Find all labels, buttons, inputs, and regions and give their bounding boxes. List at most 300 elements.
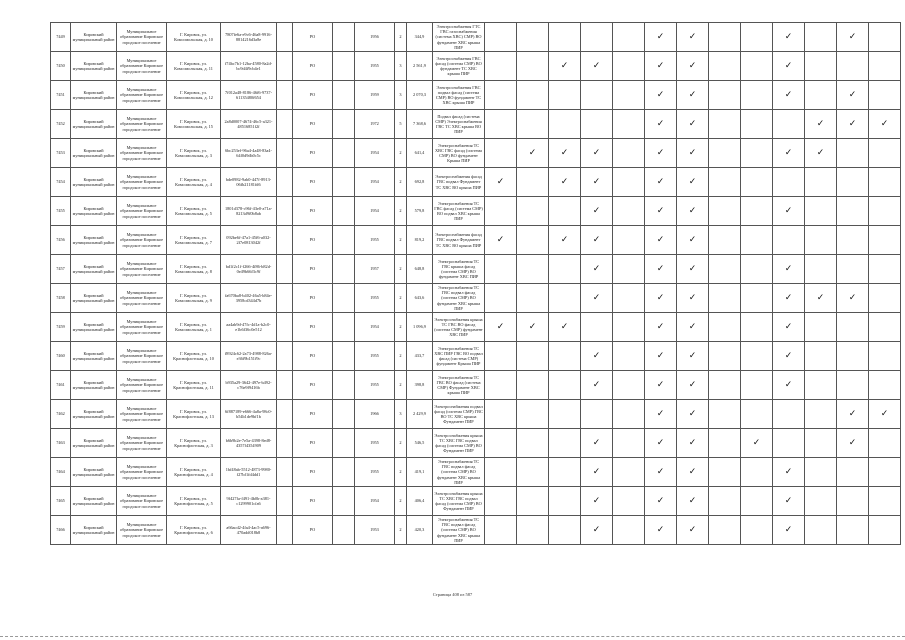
district-cell: Кировский муниципальный район: [71, 342, 117, 371]
work-flag-cell: [773, 226, 805, 255]
work-flag-cell: [485, 197, 517, 226]
work-flag-cell: [485, 168, 517, 197]
building-id-cell: a66acd2-4fa4-4ac5-a696-470add018b8: [221, 516, 277, 545]
work-types-cell: Электроснабжения ГВС подвал фасад (система СМР) ВО фундамент ТС ХВС крыша ПИР: [433, 81, 485, 110]
work-flag-cell: [837, 81, 869, 110]
checkmark-icon: ✓: [784, 292, 793, 303]
ownership-form-cell: РО: [293, 487, 333, 516]
building-id-cell: aa4ab9d-47fc-4d1a-b2c0-e1b6f36c0e512: [221, 313, 277, 342]
district-cell: Кировский муниципальный район: [71, 52, 117, 81]
work-flag-cell: [549, 342, 581, 371]
work-flag-cell: [517, 400, 549, 429]
checkmark-icon: ✓: [848, 437, 857, 448]
empty-cell: [277, 371, 293, 400]
row-number-cell: 7455: [51, 197, 71, 226]
empty-cell: [277, 110, 293, 139]
checkmark-icon: ✓: [592, 524, 601, 535]
work-flag-cell: [613, 516, 645, 545]
work-flag-cell: [741, 168, 773, 197]
work-flag-cell: [869, 139, 901, 168]
row-number-cell: 7461: [51, 371, 71, 400]
empty-cell: [277, 458, 293, 487]
address-cell: Г. Кировск, ул. Комсомольская, д. 10: [167, 23, 221, 52]
work-flag-cell: [613, 23, 645, 52]
work-types-cell: Электроснабжения ГТС ГВС газоснабжения (система ХВС) СМР) ВО фундамент ХВС крыша ПИР: [433, 23, 485, 52]
work-flag-cell: [837, 371, 869, 400]
work-flag-cell: [581, 458, 613, 487]
work-flag-cell: [613, 197, 645, 226]
work-flag-cell: [805, 255, 837, 284]
work-flag-cell: [773, 52, 805, 81]
work-flag-cell: [709, 81, 741, 110]
floors-cell: 2: [395, 516, 407, 545]
work-flag-cell: [677, 429, 709, 458]
work-flag-cell: [613, 284, 645, 313]
work-types-cell: Электроснабжения фасад ГВС подвал Фундамент ТС ХВС ВО крыша ПИР: [433, 226, 485, 255]
building-id-cell: 6bc253ef-96a4-4a48-83a4-64f0d9db0c5c: [221, 139, 277, 168]
work-flag-cell: [485, 255, 517, 284]
area-value-cell: 2 561,9: [407, 52, 433, 81]
build-year-cell: 1955: [355, 52, 395, 81]
work-flag-cell: [837, 139, 869, 168]
empty-cell: [333, 400, 355, 429]
ownership-form-cell: РО: [293, 110, 333, 139]
table-row: [51, 139, 901, 168]
table-row: [51, 197, 901, 226]
work-types-cell: Электроснабжения ТС ГВС крыша фасад (система СМР) ВО фундамент ХВС ПИР: [433, 255, 485, 284]
work-types-cell: Электроснабжения ТС ГВС подвал фасад (система СМР) ВО фундамент ХВС крыша ПИР: [433, 284, 485, 313]
floors-cell: 2: [395, 313, 407, 342]
checkmark-icon: ✓: [592, 263, 601, 274]
work-flag-cell: [805, 371, 837, 400]
empty-cell: [333, 429, 355, 458]
municipality-cell: Муниципальное образование Кировское городское поселение: [117, 400, 167, 429]
work-flag-cell: [709, 342, 741, 371]
work-flag-cell: [709, 284, 741, 313]
work-flag-cell: [741, 371, 773, 400]
work-flag-cell: [677, 226, 709, 255]
work-flag-cell: [709, 226, 741, 255]
district-cell: Кировский муниципальный район: [71, 226, 117, 255]
address-cell: Г. Кировск, ул. Краснофлотская, д. 4: [167, 458, 221, 487]
area-value-cell: 7 368,6: [407, 110, 433, 139]
district-cell: Кировский муниципальный район: [71, 516, 117, 545]
work-flag-cell: [613, 139, 645, 168]
work-flag-cell: [645, 23, 677, 52]
work-flag-cell: [709, 458, 741, 487]
municipality-cell: Муниципальное образование Кировское городское поселение: [117, 23, 167, 52]
work-flag-cell: [741, 400, 773, 429]
checkmark-icon: ✓: [560, 321, 569, 332]
area-value-cell: 641,4: [407, 139, 433, 168]
row-number-cell: 7466: [51, 516, 71, 545]
row-number-cell: 7453: [51, 139, 71, 168]
ownership-form-cell: РО: [293, 226, 333, 255]
checkmark-icon: ✓: [656, 437, 665, 448]
work-flag-cell: [741, 23, 773, 52]
empty-cell: [277, 487, 293, 516]
work-flag-cell: [485, 313, 517, 342]
work-flag-cell: [869, 400, 901, 429]
checkmark-icon: ✓: [656, 234, 665, 245]
work-flag-cell: [581, 226, 613, 255]
checkmark-icon: ✓: [560, 60, 569, 71]
checkmark-icon: ✓: [784, 89, 793, 100]
address-cell: Г. Кировск, ул. Комсомольская, д. 3: [167, 139, 221, 168]
work-flag-cell: [581, 371, 613, 400]
empty-cell: [277, 81, 293, 110]
checkmark-icon: ✓: [688, 89, 697, 100]
work-flag-cell: [805, 284, 837, 313]
work-flag-cell: [773, 139, 805, 168]
table-row: [51, 342, 901, 371]
work-flag-cell: [837, 284, 869, 313]
municipality-cell: Муниципальное образование Кировское городское поселение: [117, 487, 167, 516]
work-types-cell: Электроснабжения ТС ХВС ПИР ГВС ВО подвал фасад (система СМР) фундамент Крыша ПИР: [433, 342, 485, 371]
floors-cell: 2: [395, 197, 407, 226]
checkmark-icon: ✓: [560, 147, 569, 158]
work-flag-cell: [645, 429, 677, 458]
ownership-form-cell: РО: [293, 458, 333, 487]
area-value-cell: 692,8: [407, 168, 433, 197]
empty-cell: [277, 226, 293, 255]
empty-cell: [277, 255, 293, 284]
checkmark-icon: ✓: [688, 466, 697, 477]
address-cell: Г. Кировск, ул. Комсомольская, д. 5: [167, 197, 221, 226]
district-cell: Кировский муниципальный район: [71, 313, 117, 342]
work-flag-cell: [773, 255, 805, 284]
work-flag-cell: [645, 487, 677, 516]
municipality-cell: Муниципальное образование Кировское городское поселение: [117, 371, 167, 400]
work-types-cell: Электроснабжения ТС ГВС фасад (система СМР) ВО подвал ХВС крыша ПИР: [433, 197, 485, 226]
table-row: [51, 371, 901, 400]
work-flag-cell: [677, 168, 709, 197]
checkmark-icon: ✓: [784, 263, 793, 274]
work-flag-cell: [581, 516, 613, 545]
empty-cell: [333, 284, 355, 313]
empty-cell: [333, 342, 355, 371]
area-value-cell: 819,2: [407, 226, 433, 255]
work-flag-cell: [805, 139, 837, 168]
checkmark-icon: ✓: [656, 89, 665, 100]
work-types-cell: Электроснабжения подвал фасад (система СМР) ГВС ВО ТС ХВС крыша Фундамент ПИР: [433, 400, 485, 429]
work-flag-cell: [709, 110, 741, 139]
table-row: [51, 313, 901, 342]
work-flag-cell: [869, 226, 901, 255]
build-year-cell: 1954: [355, 313, 395, 342]
area-value-cell: 398,8: [407, 371, 433, 400]
work-flag-cell: [741, 81, 773, 110]
municipality-cell: Муниципальное образование Кировское городское поселение: [117, 110, 167, 139]
work-flag-cell: [645, 255, 677, 284]
empty-cell: [333, 313, 355, 342]
checkmark-icon: ✓: [688, 263, 697, 274]
work-flag-cell: [517, 52, 549, 81]
build-year-cell: 1955: [355, 342, 395, 371]
work-flag-cell: [517, 23, 549, 52]
work-flag-cell: [677, 342, 709, 371]
work-flag-cell: [581, 487, 613, 516]
checkmark-icon: ✓: [656, 118, 665, 129]
address-cell: Г. Кировск, ул. Комсомольская, д. 15: [167, 110, 221, 139]
district-cell: Кировский муниципальный район: [71, 429, 117, 458]
work-flag-cell: [773, 81, 805, 110]
work-flag-cell: [869, 284, 901, 313]
work-flag-cell: [613, 168, 645, 197]
municipality-cell: Муниципальное образование Кировское городское поселение: [117, 313, 167, 342]
work-flag-cell: [581, 52, 613, 81]
ownership-form-cell: РО: [293, 81, 333, 110]
work-flag-cell: [805, 110, 837, 139]
work-flag-cell: [837, 197, 869, 226]
checkmark-icon: ✓: [592, 147, 601, 158]
floors-cell: 2: [395, 458, 407, 487]
district-cell: Кировский муниципальный район: [71, 487, 117, 516]
checkmark-icon: ✓: [688, 118, 697, 129]
work-flag-cell: [805, 516, 837, 545]
checkmark-icon: ✓: [656, 321, 665, 332]
district-cell: Кировский муниципальный район: [71, 255, 117, 284]
build-year-cell: 1955: [355, 429, 395, 458]
empty-cell: [333, 139, 355, 168]
checkmark-icon: ✓: [592, 350, 601, 361]
building-id-cell: 9f427fa-f491-4b0b-a381-c1299901cfa6: [221, 487, 277, 516]
work-flag-cell: [549, 168, 581, 197]
checkmark-icon: ✓: [528, 147, 537, 158]
work-flag-cell: [581, 284, 613, 313]
work-flag-cell: [773, 400, 805, 429]
empty-cell: [277, 139, 293, 168]
floors-cell: 2: [395, 371, 407, 400]
checkmark-icon: ✓: [656, 379, 665, 390]
work-flag-cell: [837, 400, 869, 429]
work-flag-cell: [613, 313, 645, 342]
work-types-cell: Электроснабжения крыша ТС ХВС ГВС подвал фасад (система СМР) ВО Фундамент ПИР: [433, 487, 485, 516]
work-flag-cell: [549, 255, 581, 284]
checkmark-icon: ✓: [656, 408, 665, 419]
checkmark-icon: ✓: [656, 205, 665, 216]
district-cell: Кировский муниципальный район: [71, 400, 117, 429]
checkmark-icon: ✓: [688, 234, 697, 245]
empty-cell: [277, 23, 293, 52]
table-row: [51, 284, 901, 313]
work-flag-cell: [709, 487, 741, 516]
work-flag-cell: [645, 197, 677, 226]
checkmark-icon: ✓: [592, 176, 601, 187]
checkmark-icon: ✓: [688, 176, 697, 187]
page-number: Страница 408 из 587: [432, 592, 473, 597]
municipality-cell: Муниципальное образование Кировское городское поселение: [117, 52, 167, 81]
checkmark-icon: ✓: [592, 466, 601, 477]
checkmark-icon: ✓: [656, 292, 665, 303]
checkmark-icon: ✓: [880, 118, 889, 129]
municipality-cell: Муниципальное образование Кировское городское поселение: [117, 458, 167, 487]
checkmark-icon: ✓: [784, 321, 793, 332]
address-cell: Г. Кировск, ул. Комсомольская, д. 9: [167, 284, 221, 313]
checkmark-icon: ✓: [656, 60, 665, 71]
registry-table: [50, 22, 901, 545]
ownership-form-cell: РО: [293, 255, 333, 284]
work-flag-cell: [517, 284, 549, 313]
checkmark-icon: ✓: [784, 379, 793, 390]
building-id-cell: 1801d378-c96f-43e0-a71a-8213d9f0b8ab: [221, 197, 277, 226]
checkmark-icon: ✓: [816, 292, 825, 303]
work-flag-cell: [709, 255, 741, 284]
row-number-cell: 7451: [51, 81, 71, 110]
work-flag-cell: [677, 284, 709, 313]
checkmark-icon: ✓: [688, 147, 697, 158]
work-flag-cell: [709, 23, 741, 52]
municipality-cell: Муниципальное образование Кировское городское поселение: [117, 168, 167, 197]
work-flag-cell: [773, 516, 805, 545]
district-cell: Кировский муниципальный район: [71, 458, 117, 487]
ownership-form-cell: РО: [293, 400, 333, 429]
work-flag-cell: [741, 429, 773, 458]
checkmark-icon: ✓: [848, 408, 857, 419]
build-year-cell: 1955: [355, 371, 395, 400]
work-flag-cell: [677, 52, 709, 81]
work-flag-cell: [485, 284, 517, 313]
checkmark-icon: ✓: [848, 118, 857, 129]
work-flag-cell: [805, 313, 837, 342]
checkmark-icon: ✓: [848, 292, 857, 303]
build-year-cell: 1955: [355, 284, 395, 313]
work-flag-cell: [677, 110, 709, 139]
checkmark-icon: ✓: [816, 147, 825, 158]
row-number-cell: 7457: [51, 255, 71, 284]
floors-cell: 3: [395, 400, 407, 429]
work-flag-cell: [805, 23, 837, 52]
work-flag-cell: [805, 400, 837, 429]
work-flag-cell: [837, 429, 869, 458]
work-types-cell: Электроснабжения ТС ГВС подвал фасад (система СМР) ВО фундамент ХВС крыша ПИР: [433, 516, 485, 545]
checkmark-icon: ✓: [688, 379, 697, 390]
ownership-form-cell: РО: [293, 197, 333, 226]
building-id-cell: 2a8d0007-4674-46c5-a321-48516851f2f: [221, 110, 277, 139]
checkmark-icon: ✓: [784, 350, 793, 361]
work-flag-cell: [581, 139, 613, 168]
work-flag-cell: [485, 52, 517, 81]
work-flag-cell: [517, 168, 549, 197]
checkmark-icon: ✓: [688, 205, 697, 216]
empty-cell: [277, 284, 293, 313]
work-flag-cell: [709, 52, 741, 81]
floors-cell: 2: [395, 168, 407, 197]
work-flag-cell: [837, 313, 869, 342]
work-flag-cell: [581, 342, 613, 371]
work-flag-cell: [485, 516, 517, 545]
work-flag-cell: [645, 458, 677, 487]
work-flag-cell: [581, 197, 613, 226]
area-value-cell: 579,8: [407, 197, 433, 226]
work-types-cell: Электроснабжения ТС ХВС ГВС фасад (система СМР) ВО фундамент Крыша ПИР: [433, 139, 485, 168]
building-id-cell: 6f887189-e666-4a8a-98c0-b54b1de9bf1b: [221, 400, 277, 429]
work-flag-cell: [645, 226, 677, 255]
floors-cell: 2: [395, 255, 407, 284]
work-flag-cell: [581, 168, 613, 197]
work-flag-cell: [677, 371, 709, 400]
municipality-cell: Муниципальное образование Кировское городское поселение: [117, 284, 167, 313]
table-row: [51, 487, 901, 516]
build-year-cell: 1954: [355, 487, 395, 516]
work-flag-cell: [837, 516, 869, 545]
work-flag-cell: [741, 458, 773, 487]
address-cell: Г. Кировск, ул. Краснофлотская, д. 3: [167, 429, 221, 458]
work-flag-cell: [773, 371, 805, 400]
work-flag-cell: [677, 458, 709, 487]
area-value-cell: 546,5: [407, 429, 433, 458]
floors-cell: 5: [395, 110, 407, 139]
work-flag-cell: [645, 284, 677, 313]
checkmark-icon: ✓: [656, 31, 665, 42]
empty-cell: [277, 52, 293, 81]
checkmark-icon: ✓: [656, 350, 665, 361]
municipality-cell: Муниципальное образование Кировское городское поселение: [117, 197, 167, 226]
table-row: [51, 516, 901, 545]
checkmark-icon: ✓: [688, 60, 697, 71]
checkmark-icon: ✓: [592, 379, 601, 390]
work-flag-cell: [517, 81, 549, 110]
work-flag-cell: [741, 139, 773, 168]
work-flag-cell: [613, 342, 645, 371]
work-flag-cell: [645, 400, 677, 429]
address-cell: Г. Кировск, ул. Комсомольская, д. 1: [167, 313, 221, 342]
district-cell: Кировский муниципальный район: [71, 139, 117, 168]
work-flag-cell: [613, 110, 645, 139]
work-flag-cell: [485, 342, 517, 371]
work-flag-cell: [773, 168, 805, 197]
work-flag-cell: [709, 400, 741, 429]
work-flag-cell: [485, 110, 517, 139]
ownership-form-cell: РО: [293, 23, 333, 52]
work-flag-cell: [677, 197, 709, 226]
work-flag-cell: [549, 458, 581, 487]
build-year-cell: 1954: [355, 139, 395, 168]
address-cell: Г. Кировск, ул. Краснофлотская, д. 11: [167, 371, 221, 400]
district-cell: Кировский муниципальный район: [71, 197, 117, 226]
work-flag-cell: [773, 23, 805, 52]
building-id-cell: fa670ba8-b402-46a5-b84e-3958cd344d7b: [221, 284, 277, 313]
building-id-cell: 7f012a48-8186-46f6-9737-61135480f654: [221, 81, 277, 110]
work-flag-cell: [549, 52, 581, 81]
table-row: [51, 429, 901, 458]
empty-cell: [277, 400, 293, 429]
checkmark-icon: ✓: [784, 495, 793, 506]
checkmark-icon: ✓: [784, 466, 793, 477]
empty-cell: [277, 516, 293, 545]
work-flag-cell: [549, 487, 581, 516]
build-year-cell: 1957: [355, 255, 395, 284]
building-id-cell: b6b9b2e-7e5a-4398-8ed8-4357f4354909: [221, 429, 277, 458]
work-flag-cell: [805, 458, 837, 487]
checkmark-icon: ✓: [656, 176, 665, 187]
area-value-cell: 643,6: [407, 284, 433, 313]
floors-cell: 2: [395, 23, 407, 52]
work-flag-cell: [485, 139, 517, 168]
work-flag-cell: [517, 139, 549, 168]
area-value-cell: 2 070,3: [407, 81, 433, 110]
checkmark-icon: ✓: [560, 176, 569, 187]
work-flag-cell: [581, 23, 613, 52]
checkmark-icon: ✓: [688, 321, 697, 332]
table-row: [51, 255, 901, 284]
checkmark-icon: ✓: [592, 205, 601, 216]
work-flag-cell: [837, 52, 869, 81]
build-year-cell: 1972: [355, 110, 395, 139]
checkmark-icon: ✓: [592, 437, 601, 448]
work-flag-cell: [869, 255, 901, 284]
municipality-cell: Муниципальное образование Кировское городское поселение: [117, 226, 167, 255]
